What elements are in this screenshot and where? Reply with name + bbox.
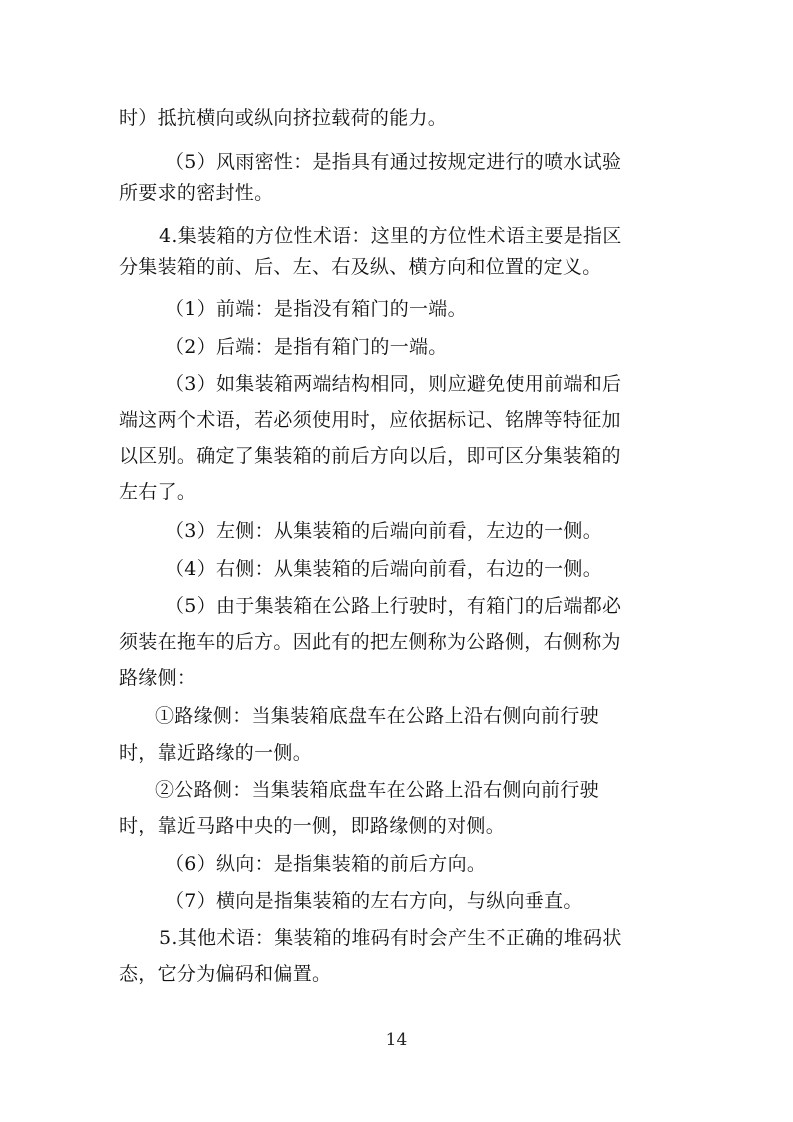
text-line: 时，靠近路缘的一侧。 xyxy=(119,742,313,764)
text-line: 5.其他术语：集装箱的堆码有时会产生不正确的堆码状 xyxy=(159,927,622,949)
text-line: ②公路侧：当集装箱底盘车在公路上沿右侧向前行驶 xyxy=(155,779,599,801)
page-number: 14 xyxy=(385,1030,408,1050)
text-line: （3）左侧：从集装箱的后端向前看，左边的一侧。 xyxy=(165,520,602,542)
text-line: 以区别。确定了集装箱的前后方向以后，即可区分集装箱的 xyxy=(119,445,621,467)
text-line: 态，它分为偏码和偏置。 xyxy=(119,963,332,985)
text-line: 端这两个术语，若必须使用时，应依据标记、铭牌等特征加 xyxy=(119,409,621,431)
text-line: （1）前端：是指没有箱门的一端。 xyxy=(165,298,467,320)
text-line: （5）风雨密性：是指具有通过按规定进行的喷水试验 xyxy=(165,151,622,173)
text-line: （2）后端：是指有箱门的一端。 xyxy=(165,336,448,358)
text-line: （7）横向是指集装箱的左右方向，与纵向垂直。 xyxy=(165,890,583,912)
text-line: 左右了。 xyxy=(119,481,197,503)
text-line: 4.集装箱的方位性术语：这里的方位性术语主要是指区 xyxy=(159,225,622,247)
text-line: 所要求的密封性。 xyxy=(119,182,274,204)
text-line: （6）纵向：是指集装箱的前后方向。 xyxy=(165,853,487,875)
text-line: 路缘侧： xyxy=(119,667,197,689)
text-line: 须装在拖车的后方。因此有的把左侧称为公路侧，右侧称为 xyxy=(119,631,621,653)
text-line: 时）抵抗横向或纵向挤拉载荷的能力。 xyxy=(119,107,448,129)
text-line: （4）右侧：从集装箱的后端向前看，右边的一侧。 xyxy=(165,558,602,580)
text-line: ①路缘侧：当集装箱底盘车在公路上沿右侧向前行驶 xyxy=(155,705,599,727)
text-line: 分集装箱的前、后、左、右及纵、横方向和位置的定义。 xyxy=(119,256,602,278)
text-line: （5）由于集装箱在公路上行驶时，有箱门的后端都必 xyxy=(165,595,622,617)
text-line: （3）如集装箱两端结构相同，则应避免使用前端和后 xyxy=(165,373,622,395)
text-line: 时，靠近马路中央的一侧，即路缘侧的对侧。 xyxy=(119,815,506,837)
